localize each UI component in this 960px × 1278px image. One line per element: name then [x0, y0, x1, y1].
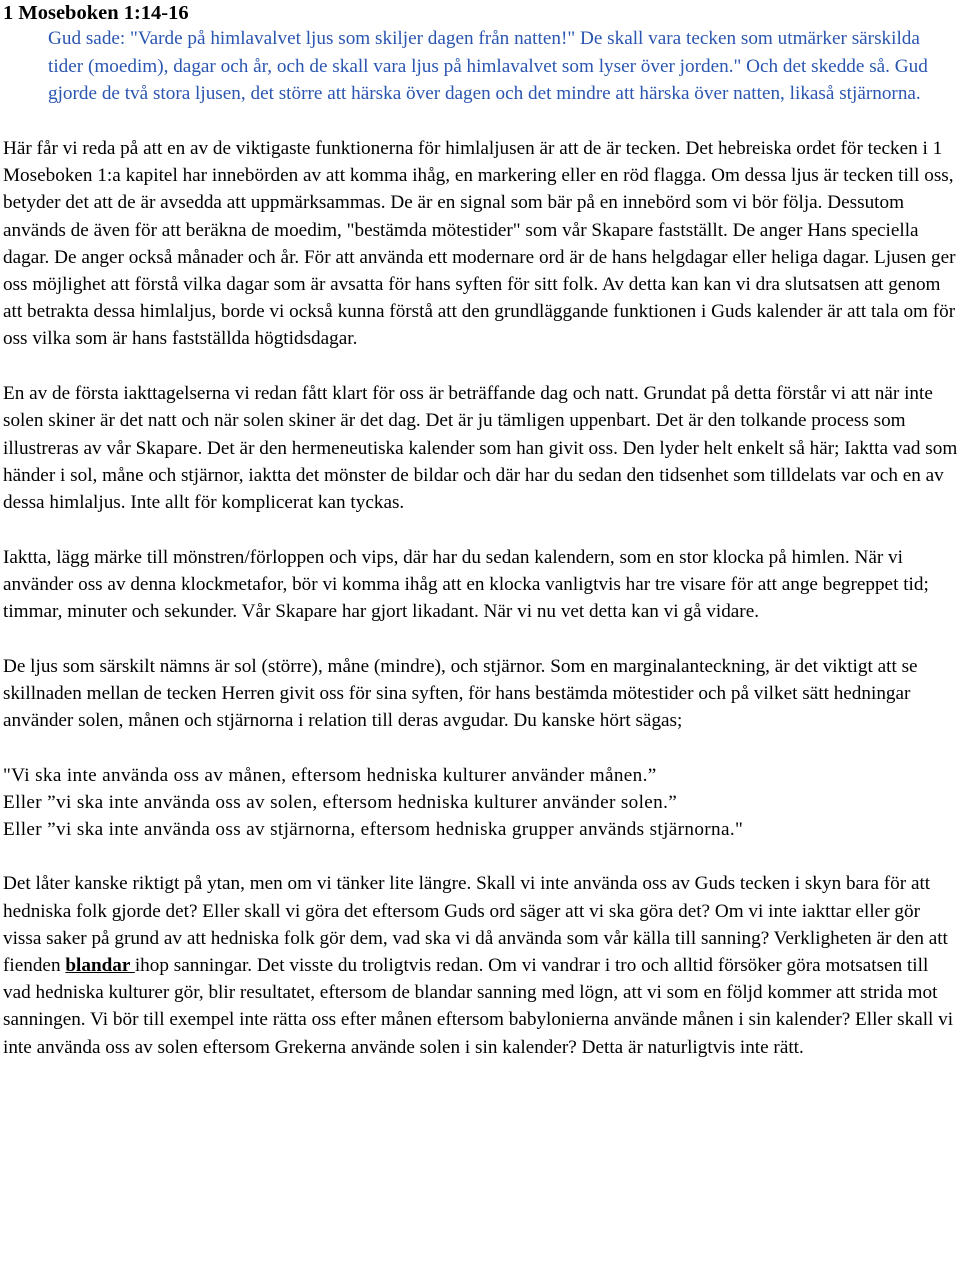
spacer	[3, 843, 958, 871]
body-paragraph: Iaktta, lägg märke till mönstren/förloppen och vips, där har du sedan kalendern, som en stor klocka på himlen. När vi använder oss av denna klockmetafor, bör vi komma ihåg att en klocka vanligtvis har tre visare för att ange begreppet tid; timmar, minuter och sekunder. Vår Skapare har gjort likadant. När vi nu vet detta kan vi gå vidare.	[3, 546, 929, 623]
page-title: 1 Moseboken 1:14-16	[3, 2, 189, 24]
body-paragraph: Här får vi reda på att en av de viktigaste funktionerna för himlaljusen är att de är tecken. Det hebreiska ordet för tecken i 1 Moseboken 1:a kapitel har innebörden av att komma ihåg, en markering eller en röd flagga. Om dessa ljus är tecken till oss, betyder det att de är avsedda att uppmärksammas. De är en signal som bär på en innebörd som vi bör följa. Dessutom används de även för att beräkna de moedim, "bestämda mötestider" som vår Skapare fastställt. De anger Hans speciella dagar. De anger också månader och år. För att använda ett modernare ord är de hans helgdagar eller heliga dagar. Ljusen ger oss möjlighet att förstå vilka dagar som är avsatta för hans syften för sitt folk. Av detta kan kan vi dra slutsatsen att genom att betrakta dessa himlaljus, borde vi också kunna förstå att den grundläggande funktionen i Guds kalender är att tala om för oss vilka som är hans fastställda högtidsdagar.	[3, 138, 956, 350]
document-page	[3, 0, 958, 1061]
spacer	[3, 353, 958, 381]
quoted-line: Eller ”vi ska inte använda oss av stjärnorna, eftersom hedniska grupper används stjärnorna."	[3, 818, 744, 840]
spacer	[3, 516, 958, 544]
paragraph-text: Det låter kanske riktigt på ytan, men om vi tänker lite längre. Skall vi inte använda oss av Guds tecken i skyn bara för att hedniska folk gjorde det? Eller skall vi göra det eftersom Guds ord säger att vi ska göra det? Om vi inte iakttar eller gör vissa saker på grund av att hedniska folk gör dem, vad ska vi då använda som vår källa till sanning? Verkligheten är den att fienden	[3, 873, 948, 976]
spacer	[3, 625, 958, 653]
paragraph-text: ihop sanningar. Det visste du troligtvis redan. Om vi vandrar i tro och alltid försöker göra motsatsen till vad hedniska kulturer gör, blir resultatet, eftersom de blandar sanning med lögn, att vi som en följd kommer att strida mot sanningen. Vi bör till exempel inte rätta oss efter månen eftersom babylonierna använde månen i sin kalender? Eller skall vi inte använda oss av solen eftersom Grekerna använde solen i sin kalender? Detta är naturligtvis inte rätt.	[3, 954, 954, 1058]
spacer	[3, 734, 958, 762]
quoted-line: "Vi ska inte använda oss av månen, eftersom hedniska kulturer använder månen.”	[3, 764, 657, 786]
body-paragraph	[3, 870, 958, 1060]
scripture-quote: Gud sade: "Varde på himlavalvet ljus som skiljer dagen från natten!" De skall vara tecken som utmärker särskilda tider (moedim), dagar och år, och de skall vara ljus på himlavalvet som lyser över jorden." Och det skedde så. Gud gjorde de två stora ljusen, det större att härska över dagen och det mindre att härska över natten, likaså stjärnorna.	[48, 28, 928, 104]
quoted-line: Eller ”vi ska inte använda oss av solen, eftersom hedniska kulturer använder solen.”	[3, 791, 678, 813]
blandar-link[interactable]: blandar	[65, 954, 135, 976]
body-paragraph: En av de första iakttagelserna vi redan fått klart för oss är beträffande dag och natt. Grundat på detta förstår vi att när inte solen skiner är det natt och när solen skiner är det dag. Det är ju tämligen uppenbart. Det är den tolkande process som illustreras av vår Skapare. Det är den hermeneutiska kalender som han givit oss. Den lyder helt enkelt så här; Iaktta vad som händer i sol, måne och stjärnor, iaktta det mönster de bildar och där har du sedan den tidsenhet som tilldelats var och en av dessa himlaljus. Inte allt för komplicerat kan tyckas.	[3, 383, 958, 513]
body-paragraph: De ljus som särskilt nämns är sol (större), måne (mindre), och stjärnor. Som en marginalanteckning, är det viktigt att se skillnaden mellan de tecken Herren givit oss för sina syften, för hans bestämda mötestider och på vilket sätt hedningar använder solen, månen och stjärnorna i relation till deras avgudar. Du kanske hört sägas;	[3, 655, 918, 732]
spacer	[3, 108, 958, 136]
